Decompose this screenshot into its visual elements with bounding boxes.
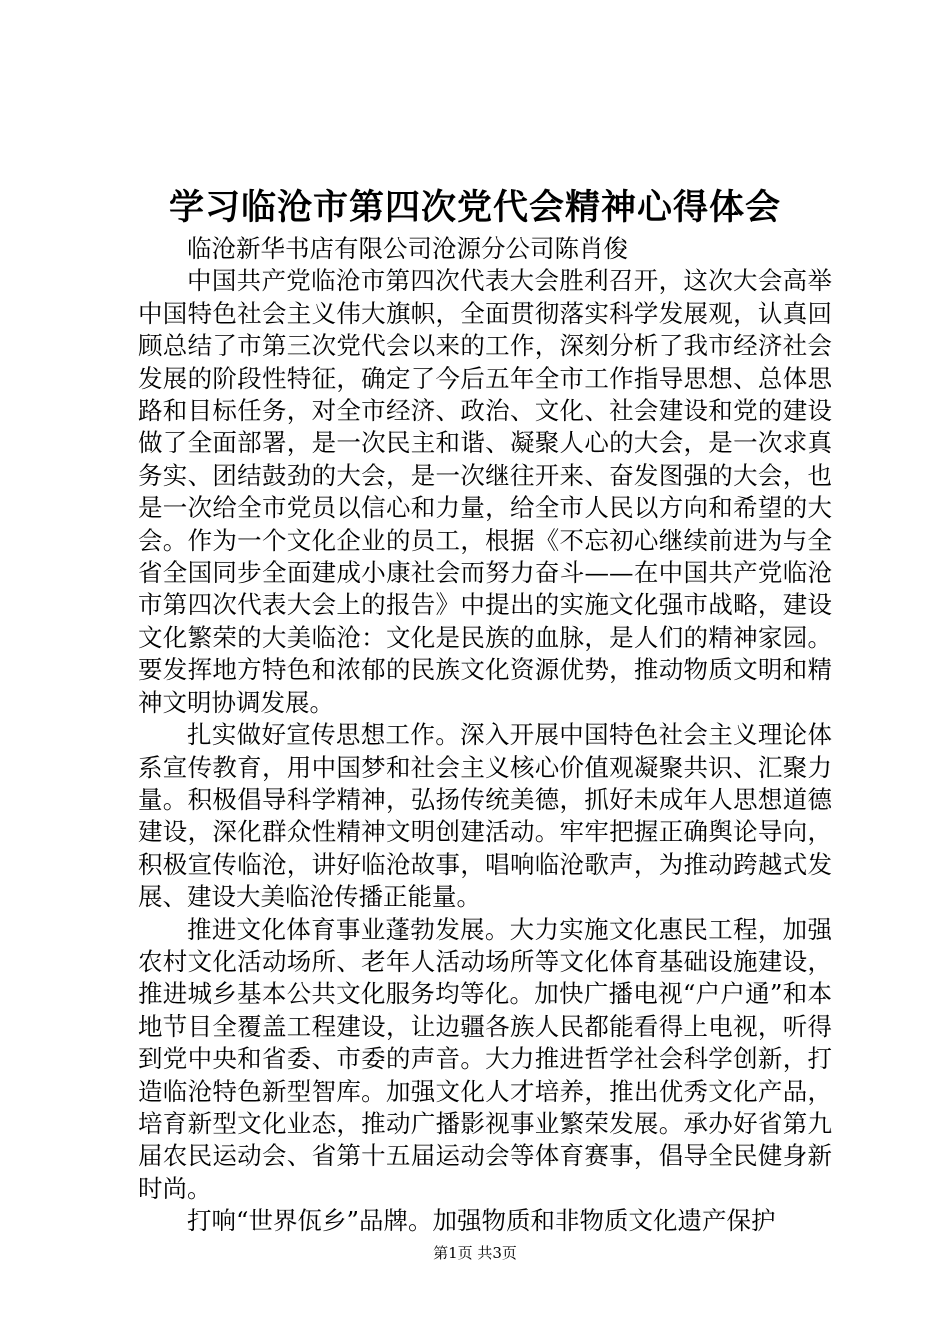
paragraph-4: 打响“世界佤乡”品牌。加强物质和非物质文化遗产保护 xyxy=(187,1206,776,1236)
paragraph-2: 扎实做好宣传思想工作。深入开展中国特色社会主义理论体系宣传教育，用中国梦和社会主义核心价值观凝聚共识、汇聚力量。积极倡导科学精神，弘扬传统美德，抓好未成年人思想道德建设，深化群众性精神文明创建活动。牢牢把握正确舆论导向，积极宣传临沧，讲好临沧故事，唱响临沧歌声，为推动跨越式发展、建设大美临沧传播正能量。 xyxy=(138,720,832,912)
document-body xyxy=(138,233,832,1238)
page-number-footer: 第1页 共3页 xyxy=(433,1244,517,1262)
paragraph-1: 中国共产党临沧市第四次代表大会胜利召开，这次大会高举中国特色社会主义伟大旗帜，全面贯彻落实科学发展观，认真回顾总结了市第三次党代会以来的工作，深刻分析了我市经济社会发展的阶段性特征，确定了今后五年全市工作指导思想、总体思路和目标任务，对全市经济、政治、文化、社会建设和党的建设做了全面部署，是一次民主和谐、凝聚人心的大会，是一次求真务实、团结鼓劲的大会，是一次继往开来、奋发图强的大会，也是一次给全市党员以信心和力量，给全市人民以方向和希望的大会。作为一个文化企业的员工，根据《不忘初心继续前进为与全省全国同步全面建成小康社会而努力奋斗——在中国共产党临沧市第四次代表大会上的报告》中提出的实施文化强市战略，建设文化繁荣的大美临沧：文化是民族的血脉，是人们的精神家园。要发挥地方特色和浓郁的民族文化资源优势，推动物质文明和精神文明协调发展。 xyxy=(138,266,832,717)
document-title: 学习临沧市第四次党代会精神心得体会 xyxy=(168,188,781,228)
author-line: 临沧新华书店有限公司沧源分公司陈肖俊 xyxy=(187,234,628,263)
paragraph-3: 推进文化体育事业蓬勃发展。大力实施文化惠民工程，加强农村文化活动场所、老年人活动场所等文化体育基础设施建设，推进城乡基本公共文化服务均等化。加快广播电视“户户通”和本地节目全覆盖工程建设，让边疆各族人民都能看得上电视，听得到党中央和省委、市委的声音。大力推进哲学社会科学创新，打造临沧特色新型智库。加强文化人才培养，推出优秀文化产品，培育新型文化业态，推动广播影视事业繁荣发展。承办好省第九届农民运动会、省第十五届运动会等体育赛事，倡导全民健身新时尚。 xyxy=(138,914,832,1203)
